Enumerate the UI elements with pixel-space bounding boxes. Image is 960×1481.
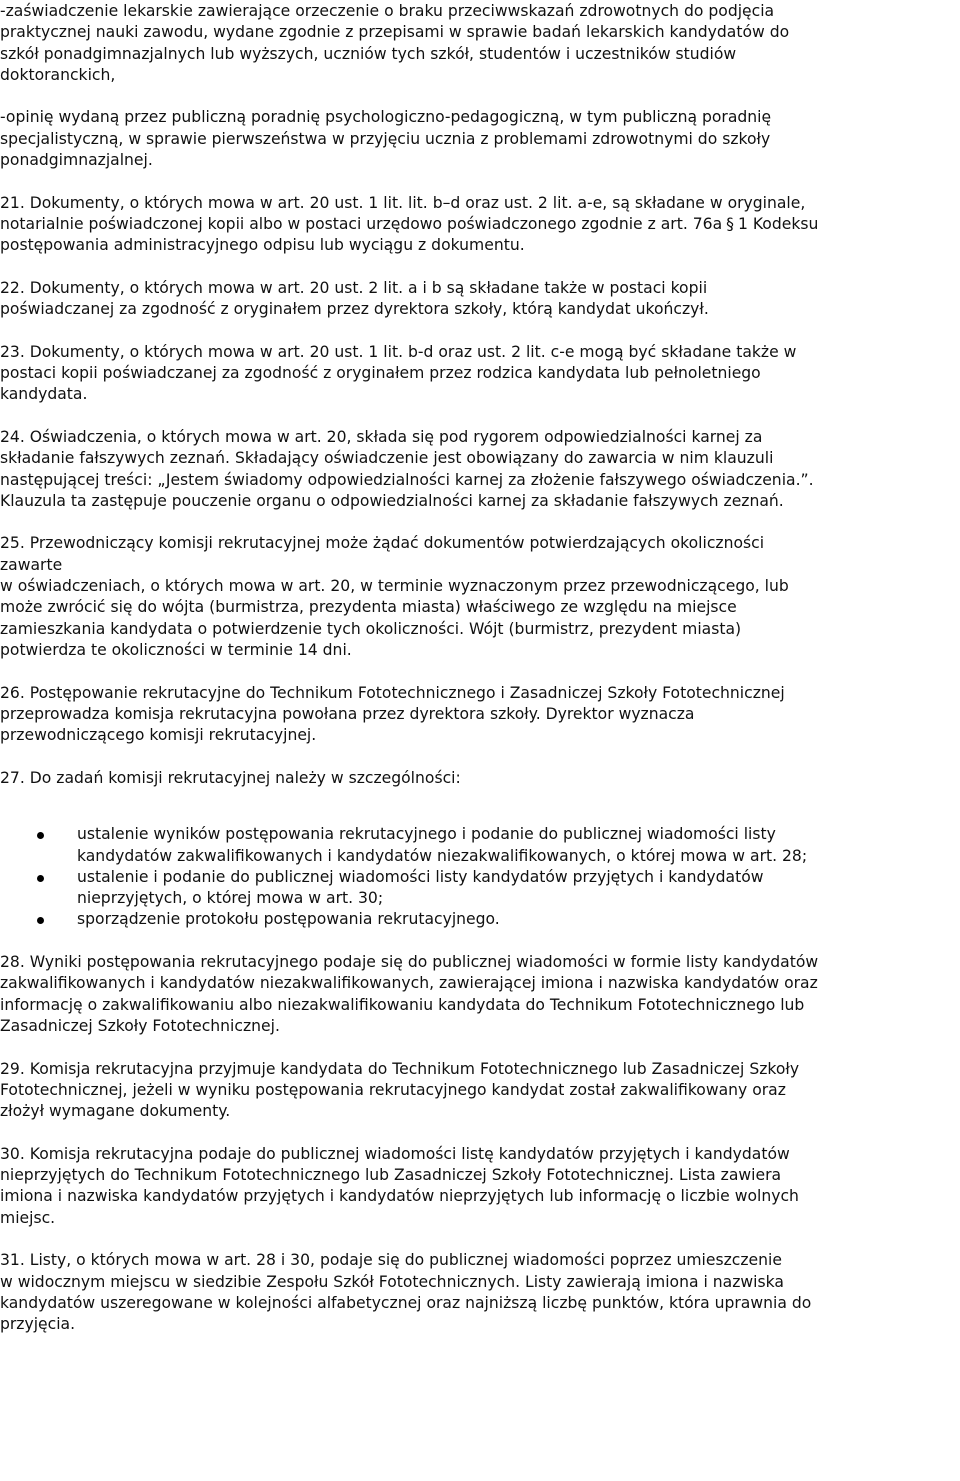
text-line: Fototechnicznej, jeżeli w wyniku postępowania rekrutacyjnego kandydat został zakwalifikowany oraz — [0, 1080, 786, 1099]
text-line: Zasadniczej Szkoły Fototechnicznej. — [0, 1016, 280, 1035]
text-line: poświadczanej za zgodność z oryginałem przez dyrektora szkoły, którą kandydat ukończył. — [0, 300, 709, 319]
text-line: może zwrócić się do wójta (burmistrza, prezydenta miasta) właściwego ze względu na miejsce — [0, 598, 737, 617]
text-line: kandydatów zakwalifikowanych i kandydatów niezakwalifikowanych, o której mowa w art. 28; — [77, 846, 808, 865]
text-line: ustalenie wyników postępowania rekrutacyjnego i podanie do publicznej wiadomości listy — [77, 825, 776, 844]
text-line: 27. Do zadań komisji rekrutacyjnej należy w szczególności: — [0, 768, 461, 787]
text-line: nieprzyjętych do Technikum Fototechnicznego lub Zasadniczej Szkoły Fototechnicznej. Lista zawiera — [0, 1166, 782, 1185]
text-line: ustalenie i podanie do publicznej wiadomości listy kandydatów przyjętych i kandydatów — [77, 867, 764, 886]
text-line: kandydata. — [0, 385, 88, 404]
text-line: praktycznej nauki zawodu, wydane zgodnie z przepisami w sprawie badań lekarskich kandydatów do — [0, 23, 790, 42]
paragraph-medical-certificate — [0, 1, 958, 86]
text-line: kandydatów uszeregowane w kolejności alfabetycznej oraz najniższą liczbę punktów, która uprawnia do — [0, 1293, 812, 1312]
text-line: miejsc. — [0, 1208, 56, 1227]
text-line: -zaświadczenie lekarskie zawierające orzeczenie o braku przeciwwskazań zdrowotnych do podjęcia — [0, 2, 775, 20]
text-line: przeprowadza komisja rekrutacyjna powołana przez dyrektora szkoły. Dyrektor wyznacza — [0, 704, 695, 723]
text-line: w oświadczeniach, o których mowa w art. 20, w terminie wyznaczonym przez przewodniczącego, lub — [0, 577, 789, 596]
text-line: 21. Dokumenty, o których mowa w art. 20 ust. 1 lit. lit. b–d oraz ust. 2 lit. a-e, są składane w oryginale, — [0, 193, 806, 212]
paragraph-26 — [0, 683, 958, 747]
paragraph-gap — [0, 746, 958, 767]
text-line: składanie fałszywych zeznań. Składający oświadczenie jest obowiązany do zawarcia w nim klauzuli — [0, 449, 774, 468]
text-line: ponadgimnazjalnej. — [0, 151, 153, 170]
text-fragment: notarialnie poświadczonej kopii albo w postaci urzędowo poświadczonego zgodnie z art. 76a — [0, 214, 723, 233]
paragraph-gap — [0, 86, 958, 107]
paragraph-gap — [0, 810, 958, 824]
text-line: 31. Listy, o których mowa w art. 28 i 30, podaje się do publicznej wiadomości poprzez umieszczenie — [0, 1251, 782, 1270]
paragraph-gap — [0, 406, 958, 427]
text-line: 29. Komisja rekrutacyjna przyjmuje kandydata do Technikum Fototechnicznego lub Zasadniczej Szkoły — [0, 1059, 800, 1078]
text-line: 23. Dokumenty, o których mowa w art. 20 ust. 1 lit. b-d oraz ust. 2 lit. c-e mogą być składane także w — [0, 342, 797, 361]
paragraph-gap — [0, 512, 958, 533]
paragraph-gap — [0, 1122, 958, 1143]
paragraph-gap — [0, 257, 958, 278]
paragraph-counseling-opinion — [0, 107, 958, 171]
text-line: -opinię wydaną przez publiczną poradnię psychologiczno-pedagogiczną, w tym publiczną poradnię — [0, 108, 772, 127]
text-line: postępowania administracyjnego odpisu lub wyciągu z dokumentu. — [0, 236, 525, 255]
text-line: 28. Wyniki postępowania rekrutacyjnego podaje się do publicznej wiadomości w formie listy kandydatów — [0, 953, 819, 972]
section-sign: § — [726, 214, 734, 233]
list-item — [0, 909, 958, 930]
text-line: postaci kopii poświadczanej za zgodność z oryginałem przez rodzica kandydata lub pełnoletniego — [0, 364, 761, 383]
text-line: sporządzenie protokołu postępowania rekrutacyjnego. — [77, 910, 500, 929]
paragraph-gap — [0, 1229, 958, 1250]
list-item — [0, 867, 958, 910]
text-line: informację o zakwalifikowaniu albo niezakwalifikowaniu kandydata do Technikum Fototechnicznego lub — [0, 995, 805, 1014]
bullet-icon — [37, 832, 44, 839]
text-line: potwierdza te okoliczności w terminie 14 dni. — [0, 640, 352, 659]
paragraph-gap — [0, 661, 958, 682]
paragraph-28 — [0, 952, 958, 1037]
text-line: Klauzula ta zastępuje pouczenie organu o odpowiedzialności karnej za składanie fałszywych zeznań. — [0, 491, 784, 510]
paragraph-27 — [0, 768, 958, 789]
paragraph-gap — [0, 1037, 958, 1058]
paragraph-gap — [0, 789, 958, 810]
text-line: nieprzyjętych, o której mowa w art. 30; — [77, 889, 384, 908]
text-line: zamieszkania kandydata o potwierdzenie tych okoliczności. Wójt (burmistrz, prezydent miasta) — [0, 619, 742, 638]
text-line: przyjęcia. — [0, 1315, 76, 1334]
document-page — [0, 1, 958, 1335]
text-line: zakwalifikowanych i kandydatów niezakwalifikowanych, zawierającej imiona i nazwiska kandydatów oraz — [0, 974, 818, 993]
text-line: 22. Dokumenty, o których mowa w art. 20 ust. 2 lit. a i b są składane także w postaci kopii — [0, 278, 708, 297]
text-line: w widocznym miejscu w siedzibie Zespołu Szkół Fototechnicznych. Listy zawierają imiona i nazwiska — [0, 1272, 784, 1291]
paragraph-gap — [0, 931, 958, 952]
paragraph-23 — [0, 342, 958, 406]
text-line: następującej treści: „Jestem świadomy odpowiedzialności karnej za złożenie fałszywego oświadczenia.”. — [0, 470, 814, 489]
text-line: 24. Oświadczenia, o których mowa w art. 20, składa się pod rygorem odpowiedzialności karnej za — [0, 427, 763, 446]
text-line: specjalistyczną, w sprawie pierwszeństwa w przyjęciu ucznia z problemami zdrowotnymi do szkoły — [0, 129, 771, 148]
paragraph-29 — [0, 1059, 958, 1123]
paragraph-30 — [0, 1144, 958, 1229]
text-line: 26. Postępowanie rekrutacyjne do Technikum Fototechnicznego i Zasadniczej Szkoły Fototechnicznej — [0, 683, 785, 702]
text-line: zawarte — [0, 555, 63, 574]
paragraph-21 — [0, 193, 958, 257]
text-line: 25. Przewodniczący komisji rekrutacyjnej może żądać dokumentów potwierdzających okoliczności — [0, 534, 765, 553]
text-line: imiona i nazwiska kandydatów przyjętych i kandydatów nieprzyjętych lub informację o liczbie wolnych — [0, 1187, 799, 1206]
text-fragment: 1 Kodeksu — [737, 214, 819, 233]
list-item — [0, 824, 958, 867]
paragraph-24 — [0, 427, 958, 512]
paragraph-gap — [0, 320, 958, 341]
paragraph-gap — [0, 171, 958, 192]
paragraph-25 — [0, 533, 958, 661]
text-line: 30. Komisja rekrutacyjna podaje do publicznej wiadomości listę kandydatów przyjętych i kandydatów — [0, 1144, 790, 1163]
text-line: przewodniczącego komisji rekrutacyjnej. — [0, 726, 317, 745]
bullet-icon — [37, 917, 44, 924]
bullet-icon — [37, 875, 44, 882]
text-line — [0, 214, 958, 235]
paragraph-22 — [0, 278, 958, 321]
text-line: szkół ponadgimnazjalnych lub wyższych, uczniów tych szkół, studentów i uczestników studiów — [0, 44, 737, 63]
paragraph-31 — [0, 1250, 958, 1335]
committee-tasks-list — [0, 824, 958, 930]
text-line: złożył wymagane dokumenty. — [0, 1102, 231, 1121]
text-line: doktoranckich, — [0, 65, 116, 84]
